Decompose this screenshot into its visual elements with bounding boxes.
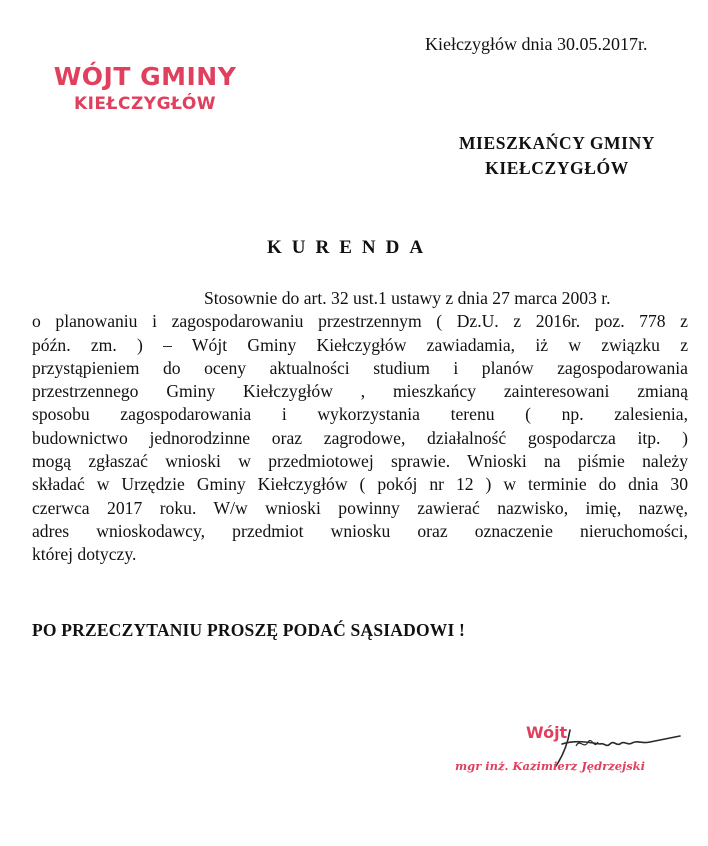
body-line: sposobu zagospodarowania i wykorzystania terenu ( np. zalesienia, bbox=[32, 404, 688, 425]
body-line: przystąpieniem do oceny aktualności studium i planów zagospodarowania bbox=[32, 357, 688, 378]
signature-title: Wójt bbox=[526, 723, 568, 742]
handwritten-signature bbox=[510, 722, 690, 782]
body-line: mogą zgłaszać wnioski w przedmiotowej sprawie. Wnioski na piśmie należy bbox=[32, 451, 688, 472]
stamp-line-2: KIEŁCZYGŁÓW bbox=[73, 94, 217, 114]
place-date: Kiełczygłów dnia 30.05.2017r. bbox=[425, 34, 648, 54]
body-line: czerwca 2017 roku. W/w wnioski powinny zawierać nazwisko, imię, nazwę, bbox=[32, 497, 688, 518]
body-line: przestrzennego Gminy Kiełczygłów , mieszkańcy zainteresowani zmianą bbox=[32, 381, 688, 402]
body-line: składać w Urzędzie Gminy Kiełczygłów ( pokój nr 12 ) w terminie do dnia 30 bbox=[32, 474, 688, 495]
body-line: o planowaniu i zagospodarowaniu przestrzennym ( Dz.U. z 2016r. poz. 778 z bbox=[32, 311, 688, 332]
signature-name: mgr inż. Kazimierz Jędrzejski bbox=[455, 759, 646, 773]
office-stamp bbox=[30, 64, 260, 113]
closing-note: PO PRZECZYTANIU PROSZĘ PODAĆ SĄSIADOWI ! bbox=[32, 620, 466, 640]
recipient-line-1: MIESZKAŃCY GMINY bbox=[458, 133, 656, 153]
body-line: budownictwo jednorodzinne oraz zagrodowe, działalność gospodarcza itp. ) bbox=[32, 427, 688, 448]
body-line: Stosownie do art. 32 ust.1 ustawy z dnia 27 marca 2003 r. bbox=[204, 288, 611, 308]
body-line: adres wnioskodawcy, przedmiot wniosku oraz oznaczenie nieruchomości, bbox=[32, 520, 688, 541]
body-line: późn. zm. ) – Wójt Gminy Kiełczygłów zawiadamia, iż w związku z bbox=[32, 334, 688, 355]
recipient-block bbox=[432, 131, 682, 181]
stamp-line-1: WÓJT GMINY bbox=[53, 62, 237, 91]
body-line: której dotyczy. bbox=[32, 544, 137, 565]
document-title: KURENDA bbox=[267, 237, 434, 258]
recipient-line-2: KIEŁCZYGŁÓW bbox=[485, 158, 629, 178]
body-text bbox=[32, 287, 688, 567]
